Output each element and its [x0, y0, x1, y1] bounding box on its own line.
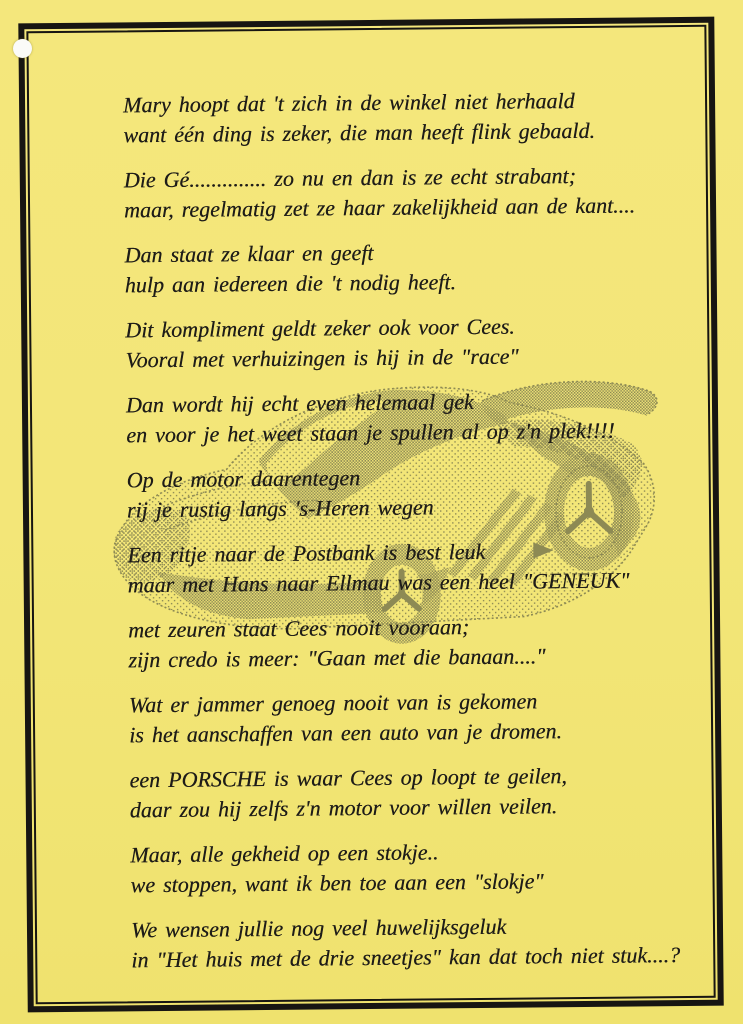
poem-line: we stoppen, want ik ben toe aan een "slokje": [130, 868, 544, 898]
poem-line: en voor je het weet staan je spullen al op z'n plek!!!!: [126, 417, 615, 448]
poem-line: Wat er jammer genoeg nooit van is gekomen: [128, 688, 538, 718]
poem-stanza: [126, 385, 719, 451]
poem-line: is het aanschaffen van een auto van je dromen.: [129, 718, 563, 748]
poem-line: Dan staat ze klaar en geeft: [124, 239, 374, 268]
poem-stanza: [129, 760, 722, 826]
poem-line: Vooral met verhuizingen is hij in de "race": [125, 343, 519, 373]
poem-stanza: [127, 460, 720, 526]
poem-line: in "Het huis met de drie sneetjes" kan dat toch niet stuk....?: [131, 942, 681, 973]
poem-line: We wensen jullie nog veel huwelijksgeluk: [130, 913, 507, 943]
poem-stanza: [129, 685, 722, 751]
poem-stanza: [125, 310, 718, 376]
poem-line: Dan wordt hij echt even helemaal gek: [125, 389, 474, 418]
poem-line: want één ding is zeker, die man heeft flink gebaald.: [123, 117, 596, 148]
poem-line: hulp aan iedereen die 't nodig heeft.: [124, 269, 457, 298]
poem-line: Dit kompliment geldt zeker ook voor Cees.: [125, 313, 515, 343]
poem-stanza: [130, 835, 723, 901]
poem-line: Mary hoopt dat 't zich in de winkel niet herhaald: [122, 88, 575, 118]
poem-line: met zeuren staat Cees nooit vooraan;: [127, 614, 470, 643]
poem-stanza: [124, 235, 717, 301]
poem-stanza: [127, 535, 720, 601]
poem-line: Op de motor daarentegen: [126, 465, 361, 493]
poem-line: Een ritje naar de Postbank is best leuk: [127, 538, 486, 568]
poem-stanza: [123, 85, 716, 151]
poem-stanza: [131, 910, 724, 976]
poem-line: Maar, alle gekheid op een stokje..: [130, 839, 439, 868]
hole-punch: [13, 39, 32, 58]
poem-line: een PORSCHE is waar Cees op loopt te geilen,: [129, 763, 567, 793]
poem-line: zijn credo is meer: "Gaan met die banaan....": [128, 643, 546, 673]
poem-stanza: [128, 610, 721, 676]
poem: [123, 85, 724, 991]
poem-line: maar met Hans naar Ellmau was een heel "GENEUK": [127, 567, 630, 598]
poem-line: rij je rustig langs 's-Heren wegen: [126, 494, 434, 523]
poem-line: Die Gé.............. zo nu en dan is ze echt strabant;: [123, 163, 576, 193]
poem-stanza: [124, 160, 717, 226]
poem-line: maar, regelmatig zet ze haar zakelijkheid aan de kant....: [123, 192, 636, 223]
poem-line: daar zou hij zelfs z'n motor voor willen veilen.: [129, 793, 558, 823]
